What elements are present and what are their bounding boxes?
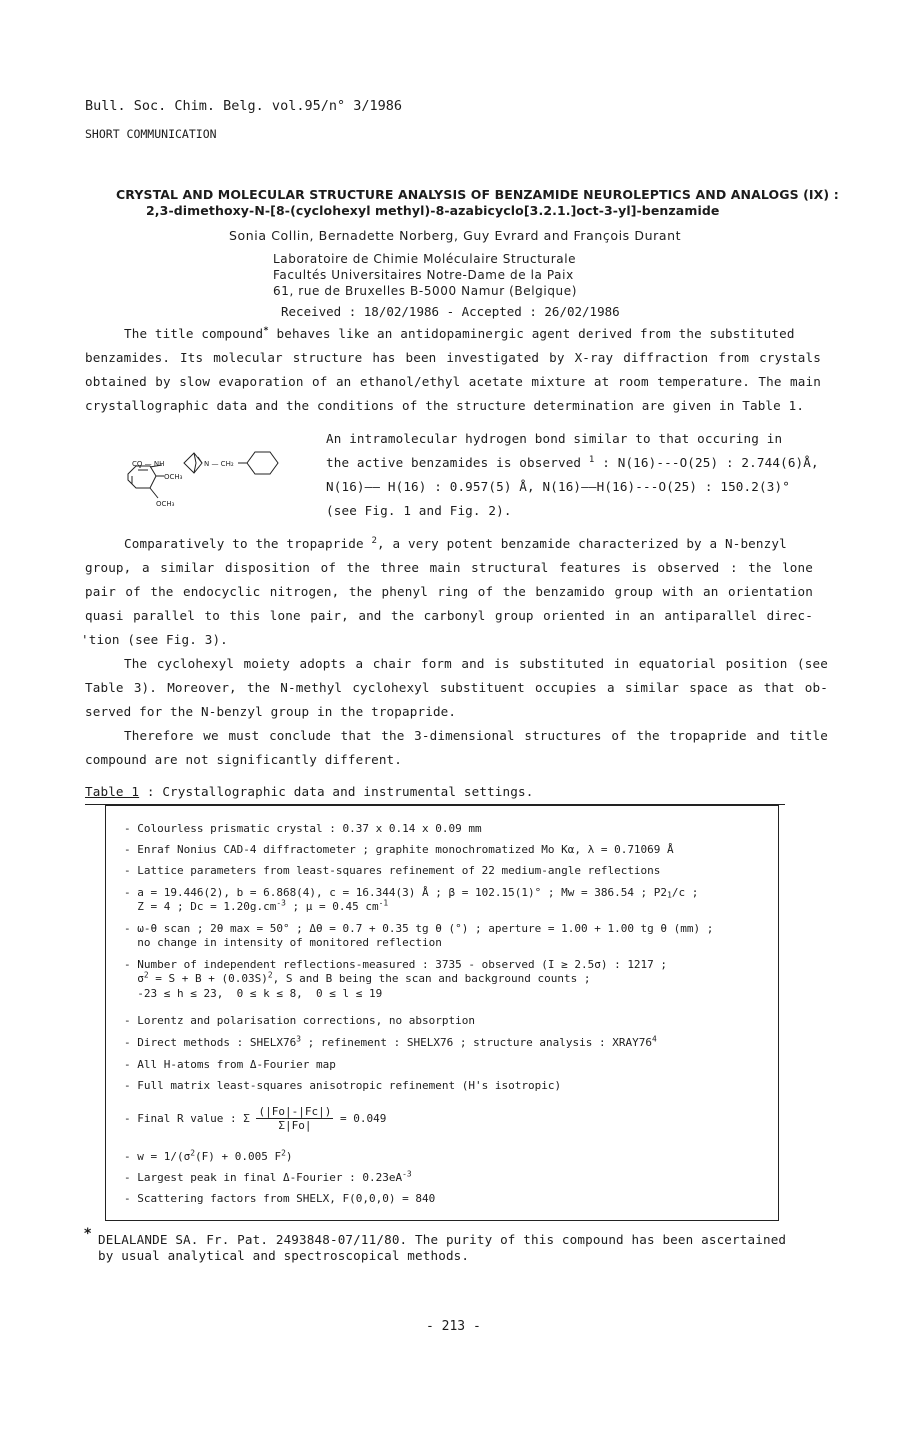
para2-line2-start: the active benzamides is observed <box>326 455 582 470</box>
table-item-weight <box>124 1150 292 1163</box>
table-item-sigma <box>124 972 591 985</box>
affiliation-line2: Facultés Universitaires Notre-Dame de la Paix <box>273 268 574 282</box>
para2-line4: (see Fig. 1 and Fig. 2). <box>326 503 512 518</box>
r-value-numerator: (|Fo|-|Fc|) <box>258 1105 332 1118</box>
para2-line2-end: : N(16)---O(25) : 2.744(6)Å, <box>602 455 819 470</box>
weight-mid: (F) + 0.005 F <box>195 1150 282 1163</box>
chemical-structure-diagram <box>122 444 292 522</box>
table-caption-label: Table 1 <box>85 784 140 799</box>
weight-text: - w = 1/(σ <box>124 1150 191 1163</box>
weight-sup: 2 <box>190 1148 195 1158</box>
sigma-end: , S and B being the scan and background counts ; <box>272 972 591 985</box>
section-label: SHORT COMMUNICATION <box>85 127 217 141</box>
cell-params-end: /c ; <box>671 886 699 899</box>
table-item-density <box>124 900 388 913</box>
para1-line4: crystallographic data and the conditions of the structure determination are given in Table 1. <box>85 398 805 413</box>
affiliation-line3: 61, rue de Bruxelles B-5000 Namur (Belgique) <box>273 284 578 298</box>
table-item-scattering: - Scattering factors from SHELX, F(0,0,0) = 840 <box>124 1192 436 1205</box>
para1-start: The title compound <box>124 326 264 341</box>
para3-line5: 'tion (see Fig. 3). <box>81 632 228 647</box>
peak-text: - Largest peak in final Δ-Fourier : 0.23eA <box>124 1171 403 1184</box>
density-text: Z = 4 ; Dc = 1.20g.cm <box>124 900 277 913</box>
table-item-cell-params <box>124 886 698 899</box>
para3-line2: group, a similar disposition of the three main structural features is observed : the lone <box>85 560 813 575</box>
para5-line2: compound are not significantly different. <box>85 752 403 767</box>
table-item-scan-note: no change in intensity of monitored reflection <box>124 936 442 949</box>
r-value-denominator: Σ|Fo| <box>278 1119 312 1132</box>
table-item-r-value <box>124 1105 386 1132</box>
journal-reference: Bull. Soc. Chim. Belg. vol.95/n° 3/1986 <box>85 98 402 114</box>
para5-line1: Therefore we must conclude that the 3-dimensional structures of the tropapride and title <box>124 728 828 743</box>
para2-line1: An intramolecular hydrogen bond similar to that occuring in <box>326 431 783 446</box>
para4-line2: Table 3). Moreover, the N-methyl cyclohexyl substituent occupies a similar space as that ob- <box>85 680 828 695</box>
ref-2: 2 <box>371 536 378 547</box>
table-item-hkl-range: -23 ≤ h ≤ 23, 0 ≤ k ≤ 8, 0 ≤ l ≤ 19 <box>124 987 383 1000</box>
footnote-line2: by usual analytical and spectroscopical methods. <box>98 1248 470 1263</box>
table-item-scan: - ω-θ scan ; 2θ max = 50° ; Δθ = 0.7 + 0.35 tg θ (°) ; aperture = 1.00 + 1.00 tg θ (mm) ; <box>124 922 714 935</box>
para4-line3: served for the N-benzyl group in the tropapride. <box>85 704 457 719</box>
mu-sup: -1 <box>378 898 389 908</box>
label-n-ch2: N — CH₂ <box>204 460 234 468</box>
footnote-mark: * <box>84 1226 92 1242</box>
cell-params-text: - a = 19.446(2), b = 6.868(4), c = 16.344(3) Å ; β = 102.15(1)° ; Mw = 386.54 ; P2 <box>124 886 668 899</box>
methods-sup2: 4 <box>651 1034 657 1044</box>
density-sup: -3 <box>276 898 286 908</box>
weight-sup2: 2 <box>281 1148 286 1158</box>
table-item-diffractometer: - Enraf Nonius CAD-4 diffractometer ; graphite monochromatized Mo Kα, λ = 0.71069 Å <box>124 843 674 856</box>
label-och3-b: OCH₃ <box>156 500 175 508</box>
footnote-mark-ref: * <box>263 326 269 337</box>
sigma-sup2: 2 <box>267 970 273 980</box>
received-accepted-dates: Received : 18/02/1986 - Accepted : 26/02/1986 <box>281 304 620 319</box>
r-value-result: = 0.049 <box>339 1112 387 1125</box>
affiliation-line1: Laboratoire de Chimie Moléculaire Structurale <box>273 252 577 266</box>
para3-line4: quasi parallel to this lone pair, and the carbonyl group oriented in an antiparallel direc- <box>85 608 813 623</box>
para1-line3: obtained by slow evaporation of an ethanol/ethyl acetate mixture at room temperature. The main <box>85 374 821 389</box>
table-item-reflections: - Number of independent reflections-measured : 3735 - observed (I ≥ 2.5σ) : 1217 ; <box>124 958 668 971</box>
table-item-methods <box>124 1036 657 1049</box>
label-och3-a: OCH₃ <box>164 473 183 481</box>
methods-sup: 3 <box>296 1034 301 1044</box>
author-list: Sonia Collin, Bernadette Norberg, Guy Evrard and François Durant <box>229 228 682 243</box>
r-value-text: - Final R value : Σ <box>124 1112 250 1125</box>
methods-text: - Direct methods : SHELX76 <box>124 1036 297 1049</box>
label-co-nh: CO — NH <box>132 460 165 468</box>
para3-continue: , a very potent benzamide characterized by a N-benzyl <box>377 536 787 551</box>
sigma-sup: 2 <box>143 970 149 980</box>
table-item-refinement: - Full matrix least-squares anisotropic refinement (H's isotropic) <box>124 1079 562 1092</box>
para4-line1: The cyclohexyl moiety adopts a chair form and is substituted in equatorial position (see <box>124 656 828 671</box>
page-number: - 213 - <box>426 1319 481 1334</box>
para1-line1 <box>124 326 795 341</box>
para3-line1 <box>124 536 787 551</box>
sigma-text: σ <box>124 972 144 985</box>
table-item-corrections: - Lorentz and polarisation corrections, no absorption <box>124 1014 475 1027</box>
footnote-line1: DELALANDE SA. Fr. Pat. 2493848-07/11/80. The purity of this compound has been ascertained <box>98 1232 787 1247</box>
table-item-largest-peak <box>124 1171 412 1184</box>
para1-continue: behaves like an antidopaminergic agent derived from the substituted <box>276 326 795 341</box>
ref-1: 1 <box>588 455 595 466</box>
table-caption-text: : Crystallographic data and instrumental settings. <box>139 784 534 799</box>
para3-start: Comparatively to the tropapride <box>124 536 364 551</box>
para1-line2: benzamides. Its molecular structure has been investigated by X-ray diffraction from crystals <box>85 350 821 365</box>
peak-sup: -3 <box>402 1169 412 1179</box>
r-value-fraction <box>256 1105 333 1132</box>
article-title-line1: CRYSTAL AND MOLECULAR STRUCTURE ANALYSIS OF BENZAMIDE NEUROLEPTICS AND ANALOGS (IX) : <box>116 187 839 202</box>
para3-line3: pair of the endocyclic nitrogen, the phenyl ring of the benzamido group with an orientation <box>85 584 813 599</box>
table-caption <box>85 784 533 799</box>
para2-line2 <box>326 455 819 470</box>
table-item-lattice: - Lattice parameters from least-squares refinement of 22 medium-angle reflections <box>124 864 661 877</box>
article-title-line2: 2,3-dimethoxy-N-[8-(cyclohexyl methyl)-8-azabicyclo[3.2.1.]oct-3-yl]-benzamide <box>146 203 720 218</box>
mu-text: ; μ = 0.45 cm <box>285 900 379 913</box>
sigma-mid: = S + B + (0.03S) <box>148 972 268 985</box>
weight-end: ) <box>285 1150 293 1163</box>
space-group-sub: 1 <box>667 890 672 900</box>
methods-mid: ; refinement : SHELX76 ; structure analysis : XRAY76 <box>300 1036 652 1049</box>
para2-line3: N(16)—— H(16) : 0.957(5) Å, N(16)——H(16)---O(25) : 150.2(3)° <box>326 479 790 494</box>
table-item-crystal: - Colourless prismatic crystal : 0.37 x 0.14 x 0.09 mm <box>124 822 482 835</box>
table-item-h-atoms: - All H-atoms from Δ-Fourier map <box>124 1058 336 1071</box>
